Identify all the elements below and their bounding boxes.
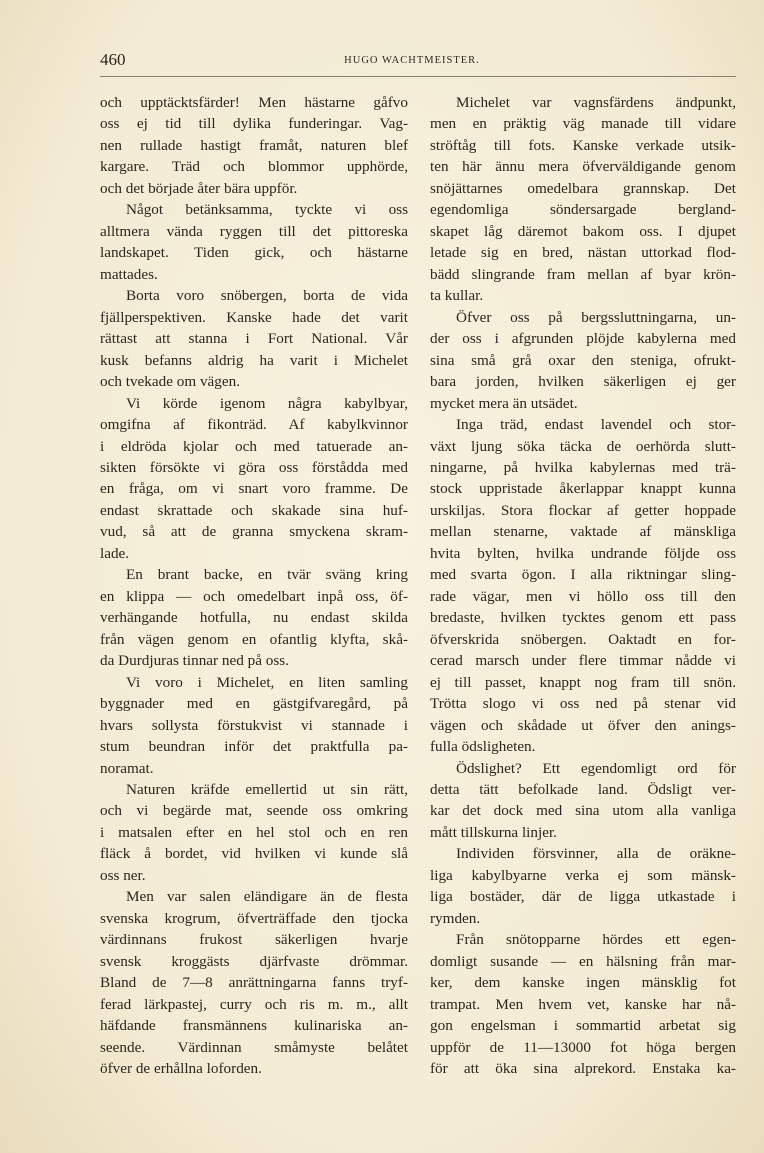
text-line: liga bostäder, där de ligga utkastade i xyxy=(430,888,736,906)
text-line: verhängande hotfulla, nu endast skilda xyxy=(100,609,408,627)
text-line: ker, dem kanske ingen mänsklig fot xyxy=(430,974,736,992)
text-line: snöjättarnes omedelbara grannskap. Det xyxy=(430,179,736,197)
paragraph xyxy=(100,779,408,886)
text-line: seende. Värdinnan småmyste belåtet xyxy=(100,1038,408,1056)
text-line: stum beundran inför det praktfulla pa- xyxy=(100,738,408,756)
text-line: växt ljung söka täcka de oerhörda slutt- xyxy=(430,437,736,455)
text-line: Från snötopparne hördes ett egen- xyxy=(456,931,736,949)
paragraph xyxy=(100,564,408,671)
text-line: trampat. Men hvem vet, kanske har nå- xyxy=(430,995,736,1013)
text-line: och tvekade om vägen. xyxy=(100,373,241,391)
paragraph xyxy=(430,929,736,1079)
page-number: 460 xyxy=(100,50,126,69)
text-line: vägen och skådade ut öfver den anings- xyxy=(430,716,736,734)
text-line: urskiljas. Stora flockar af getter hoppade xyxy=(430,501,736,519)
paragraph xyxy=(100,199,408,285)
text-line: noramat. xyxy=(100,759,154,777)
text-line: en fråga, om vi snart voro framme. De xyxy=(100,480,408,498)
text-line: mått tillskurna linjer. xyxy=(430,823,557,841)
text-line: häfdande fransmännens kulinariska an- xyxy=(100,1017,408,1035)
text-line: rättast att stanna i Fort National. Vår xyxy=(100,330,408,348)
paragraph xyxy=(100,285,408,392)
text-line: med svarta ögon. I alla riktningar sling- xyxy=(430,566,736,584)
text-line: alltmera vända ryggen till det pittoreska xyxy=(100,222,408,240)
text-line: endast skrattade och skakade sina huf- xyxy=(100,501,408,519)
text-line: Öfver oss på bergssluttningarna, un- xyxy=(456,308,736,326)
text-line: lade. xyxy=(100,544,130,562)
paragraph xyxy=(430,414,736,758)
text-line: från vägen genom en ofantlig klyfta, skå- xyxy=(100,630,408,648)
text-line: byggnader med en gästgifvaregård, på xyxy=(100,695,408,713)
paragraph xyxy=(430,843,736,929)
text-line: domligt susande — en hälsning från mar- xyxy=(430,952,736,970)
text-line: oss ej tid till dylika funderingar. Vag- xyxy=(100,115,408,133)
text-line: sina små grå oxar den steniga, ofrukt- xyxy=(430,351,736,369)
text-line: och det började åter bära uppför. xyxy=(100,179,298,197)
text-line: skapet låg däremot bakom oss. I djupet xyxy=(430,222,736,240)
text-line: hvita bylten, hvilka undrande följde oss xyxy=(430,544,736,562)
text-line: landskapet. Tiden gick, och hästarne xyxy=(100,244,408,262)
text-line: egendomliga söndersargade bergland- xyxy=(430,201,736,219)
text-line: rade vägar, men vi höllo oss till den xyxy=(430,587,736,605)
text-line: letade sig en bred, nästan uttorkad flod- xyxy=(430,244,736,262)
text-line: och upptäcktsfärder! Men hästarne gåfvo xyxy=(100,94,408,111)
text-line: en klippa — och omedelbart inpå oss, öf- xyxy=(100,587,408,605)
text-line: kusk befanns aldrig ha varit i Michelet xyxy=(100,351,408,369)
header-rule xyxy=(100,76,736,77)
text-line: da Durdjuras tinnar ned på oss. xyxy=(100,652,289,670)
text-line: gon engelsman i sommartid arbetat sig xyxy=(430,1017,736,1035)
text-line: men en präktig väg manade till vidare xyxy=(430,115,736,133)
running-title: HUGO WACHTMEISTER. xyxy=(344,55,480,66)
text-line: liga kabylbyarne verka ej som mänsk- xyxy=(430,866,736,884)
text-line: cerad marsch under flere timmar nådde vi xyxy=(430,652,736,670)
text-line: för att öka sina alprekord. Enstaka ka- xyxy=(430,1060,736,1078)
text-line: Individen försvinner, alla de oräkne- xyxy=(456,845,736,863)
text-line: omgifna af fikonträd. Af kabylkvinnor xyxy=(100,416,408,434)
text-line: oss ner. xyxy=(100,866,146,884)
text-line: fulla ödsligheten. xyxy=(430,738,536,756)
text-line: vud, så att de granna smyckena skram- xyxy=(100,523,408,541)
text-line: ej till passet, knappt nog fram till snön. xyxy=(430,673,736,691)
right-column xyxy=(430,92,736,1080)
text-line: Vi voro i Michelet, en liten samling xyxy=(126,673,408,691)
text-line: kargare. Träd och blommor upphörde, xyxy=(100,158,408,176)
text-line: sikten försökte vi göra oss förstådda med xyxy=(100,458,408,476)
text-line: En brant backe, en tvär sväng kring xyxy=(126,566,408,584)
text-line: der oss i afgrunden plöjde kabylerna med xyxy=(430,330,736,348)
text-line: stock uppristade åkerlappar knappt kunna xyxy=(430,480,736,498)
text-line: bädd slingrande fram mellan af byar krön- xyxy=(430,265,736,283)
text-line: Borta voro snöbergen, borta de vida xyxy=(126,287,408,305)
text-line: bara jorden, hvilken säkerligen ej ger xyxy=(430,373,736,391)
paragraph xyxy=(430,307,736,414)
text-line: Michelet var vagnsfärdens ändpunkt, xyxy=(456,94,736,111)
text-line: ten här ännu mera öfverväldigande genom xyxy=(430,158,736,176)
paragraph xyxy=(100,393,408,565)
text-line: svenska krogrum, öfverträffade den tjocka xyxy=(100,909,408,927)
text-line: och vi begärde mat, seende oss omkring xyxy=(100,802,408,820)
text-line: svensk kroggästs djärfvaste drömmar. xyxy=(100,952,408,970)
text-line: detta tätt befolkade land. Ödsligt ver- xyxy=(430,781,736,798)
text-line: hvars sollysta förstukvist vi stannade i xyxy=(100,716,408,734)
text-line: nen rullade hastigt framåt, naturen blef xyxy=(100,136,408,154)
text-line: öfver de erhållna loforden. xyxy=(100,1060,262,1078)
text-line: i matsalen efter en hel stol och en ren xyxy=(100,823,408,841)
text-line: ningarne, på hvilka kabylernas med trä- xyxy=(430,458,736,476)
text-line: ta kullar. xyxy=(430,287,484,305)
text-line: kar det dock med sina utom alla vanliga xyxy=(430,802,736,820)
left-column xyxy=(100,92,408,1080)
text-line: värdinnans frukost säkerligen hvarje xyxy=(100,931,408,949)
paragraph xyxy=(100,886,408,1079)
text-line: mycket mera än utsädet. xyxy=(430,394,578,412)
text-line: fläck å bordet, vid hvilken vi kunde slå xyxy=(100,845,408,863)
text-line: fjällperspektiven. Kanske hade det varit xyxy=(100,308,408,326)
text-line: Trötta slogo vi oss ned på stenar vid xyxy=(430,695,736,713)
text-line: mattades. xyxy=(100,265,158,283)
text-line: Ödslighet? Ett egendomligt ord för xyxy=(456,759,736,777)
text-line: öfverskrida snöbergen. Oaktadt en for- xyxy=(430,630,736,648)
text-line: Något betänksamma, tyckte vi oss xyxy=(126,201,408,219)
text-line: ströftåg till fots. Kanske verkade utsik- xyxy=(430,136,736,154)
text-line: rymden. xyxy=(430,909,481,927)
text-line: uppför de 11—13000 fot höga bergen xyxy=(430,1038,736,1056)
paragraph xyxy=(100,92,408,199)
paragraph xyxy=(100,672,408,779)
text-line: Inga träd, endast lavendel och stor- xyxy=(456,416,736,434)
text-line: Bland de 7—8 anrättningarna fanns tryf- xyxy=(100,974,408,992)
text-line: bredaste, hvilken tycktes genom ett pass xyxy=(430,609,736,627)
text-line: i eldröda kjolar och med tatuerade an- xyxy=(100,437,408,455)
text-line: mellan stenarne, vaktade af mänskliga xyxy=(430,523,736,541)
text-line: Men var salen eländigare än de flesta xyxy=(126,888,408,906)
text-line: Vi körde igenom några kabylbyar, xyxy=(126,394,408,412)
paragraph xyxy=(430,758,736,844)
paragraph xyxy=(430,92,736,307)
text-line: ferad lärkpastej, curry och ris m. m., allt xyxy=(100,995,408,1013)
text-line: Naturen kräfde emellertid ut sin rätt, xyxy=(126,781,408,798)
